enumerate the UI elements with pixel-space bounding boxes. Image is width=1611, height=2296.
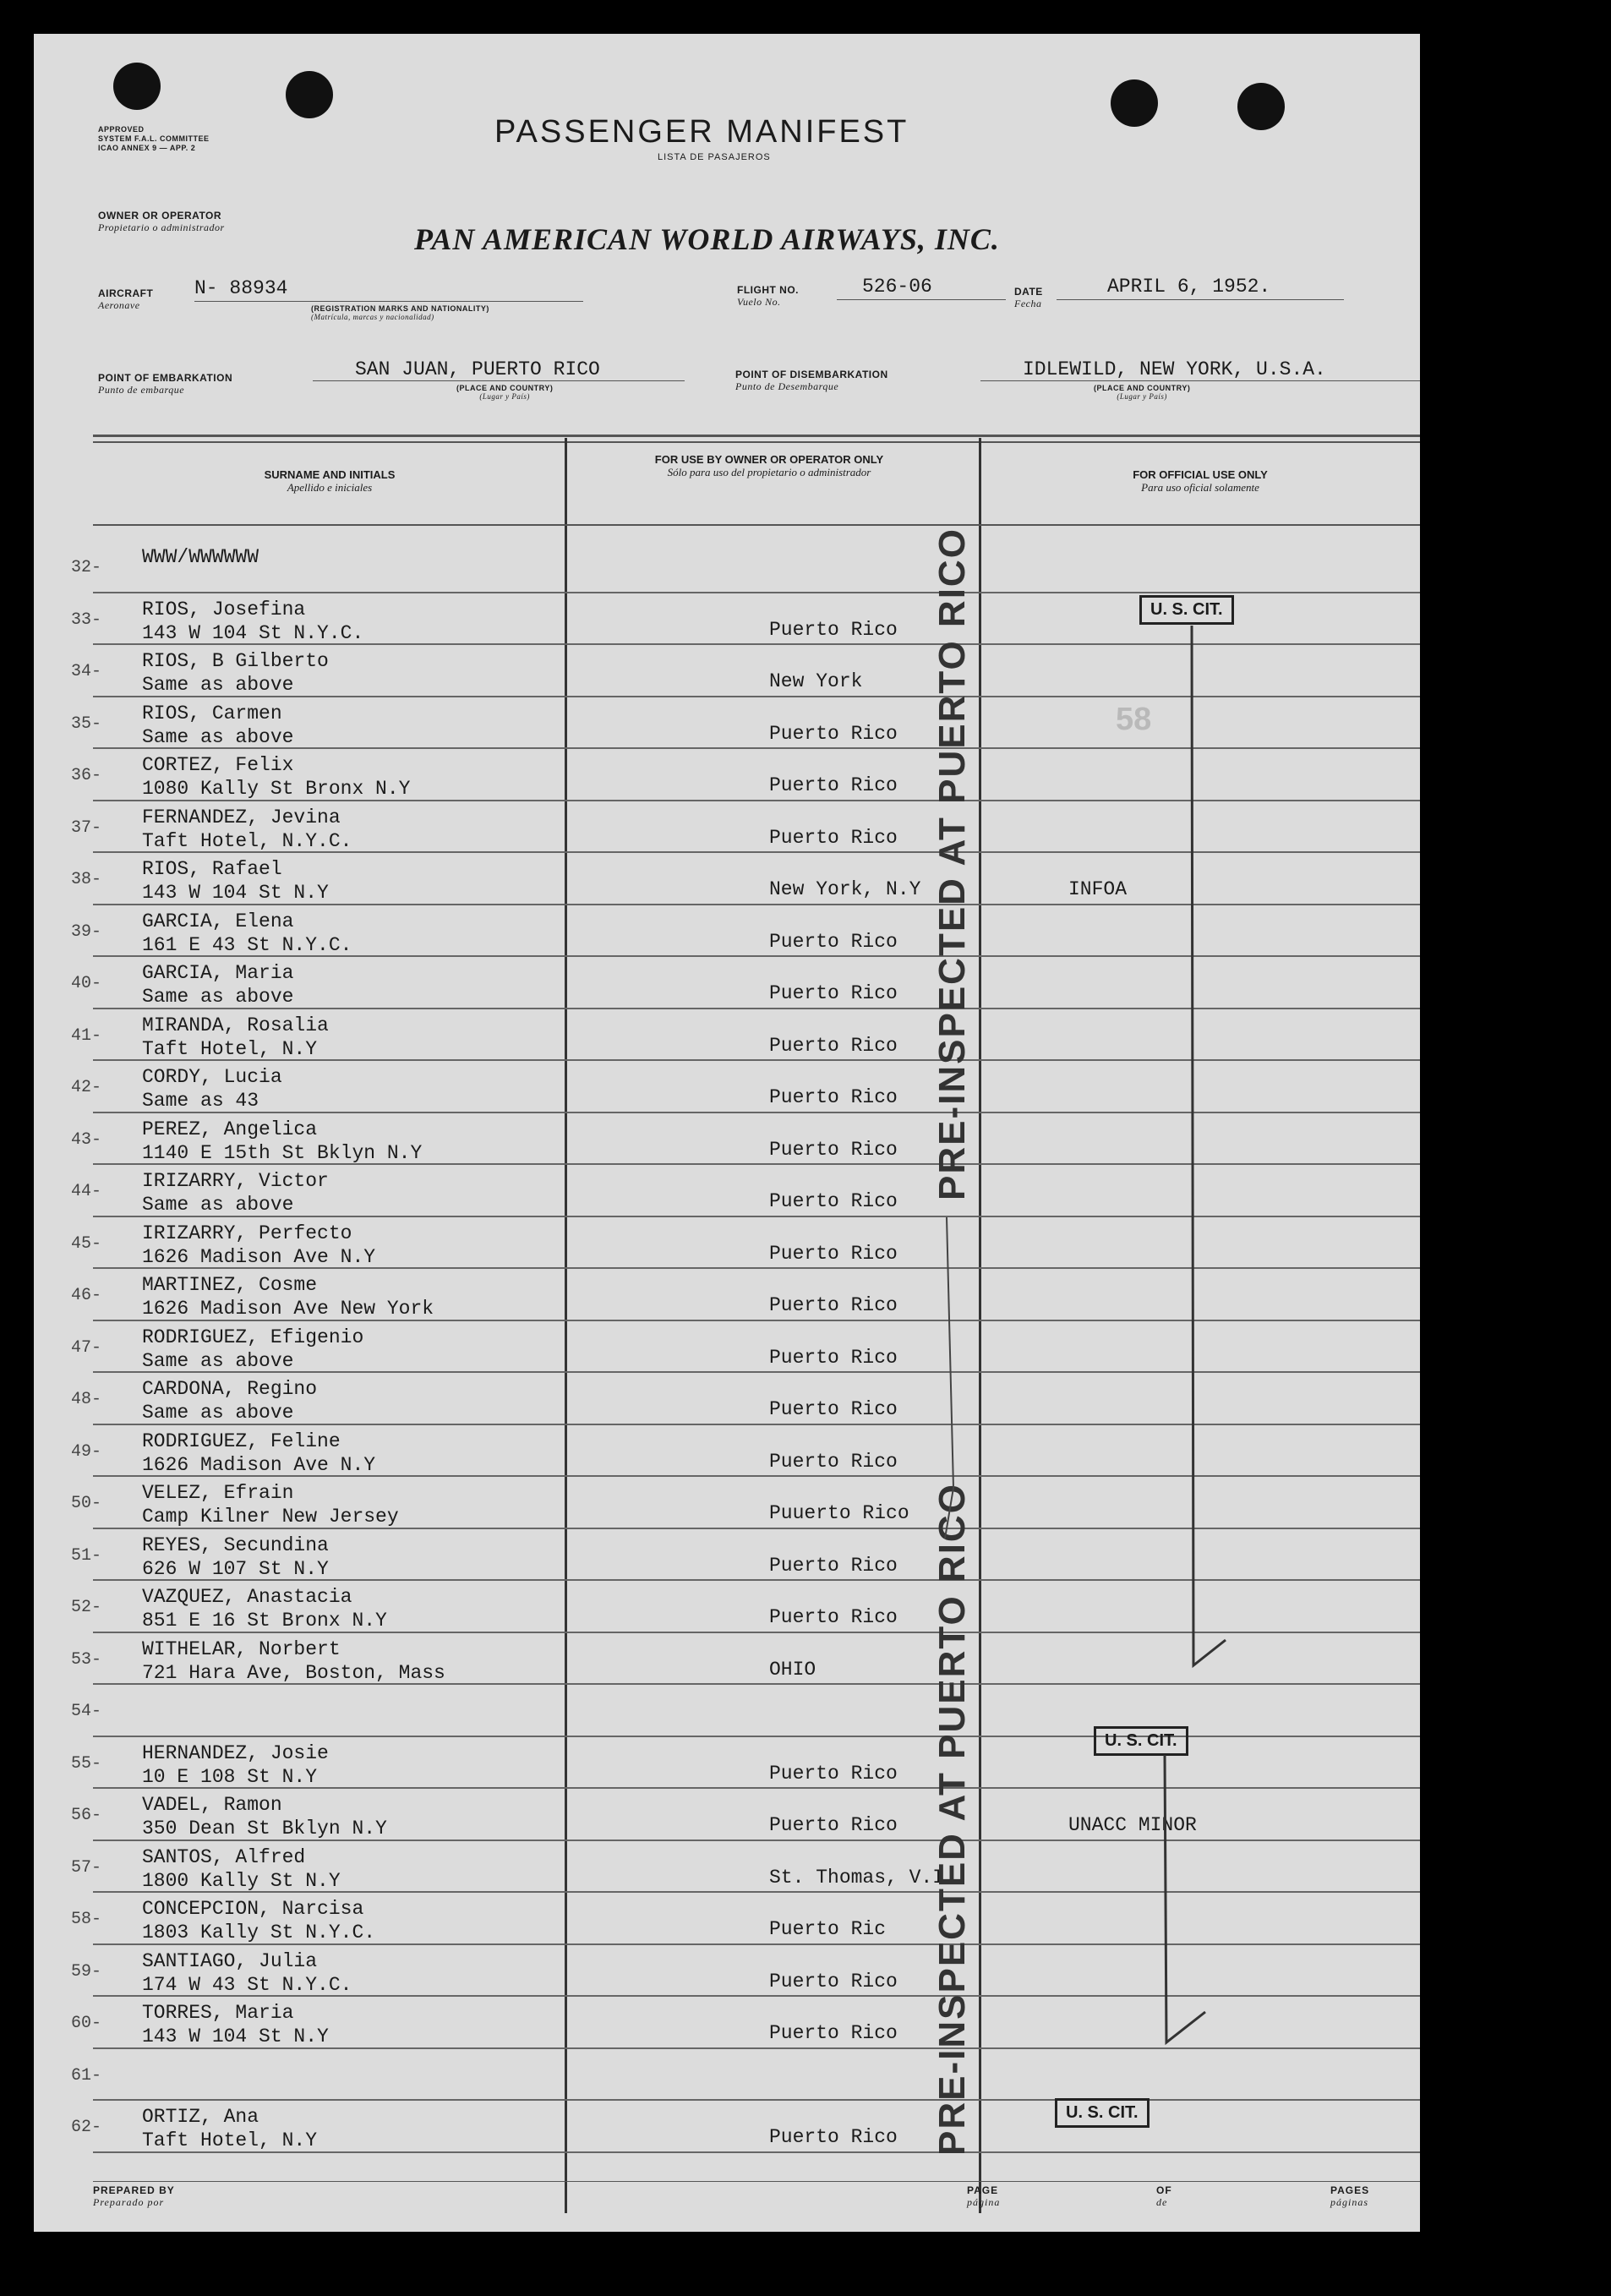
passenger-name: VAZQUEZ, Anastacia (142, 1586, 352, 1608)
passenger-address: Same as above (142, 986, 294, 1008)
passenger-name: RIOS, B Gilberto (142, 650, 329, 672)
passenger-address: Same as above (142, 1194, 294, 1216)
passenger-origin: Puerto Rico (769, 1606, 898, 1628)
disembark-label: POINT OF DISEMBARKATION Punto de Desembarque (735, 369, 888, 392)
passenger-address: Taft Hotel, N.Y.C. (142, 829, 352, 852)
aircraft-value: N- 88934 (194, 277, 288, 299)
passenger-name: CONCEPCION, Narcisa (142, 1898, 364, 1920)
row-number: 32- (71, 558, 102, 577)
passenger-origin: Puerto Rico (769, 618, 898, 641)
passenger-origin: Puerto Rico (769, 2022, 898, 2044)
passenger-address: 851 E 16 St Bronx N.Y (142, 1610, 387, 1632)
us-cit-stamp-2: U. S. CIT. (1094, 1726, 1188, 1756)
passenger-origin: Puerto Rico (769, 1346, 898, 1369)
passenger-origin: Puerto Rico (769, 1086, 898, 1108)
passenger-address: 1626 Madison Ave N.Y (142, 1453, 376, 1476)
row-number: 46- (71, 1286, 102, 1305)
passenger-origin: Puerto Rico (769, 1450, 898, 1473)
passenger-origin: Puerto Rico (769, 722, 898, 745)
passenger-address: Taft Hotel, N.Y (142, 1037, 318, 1060)
row-number: 51- (71, 1545, 102, 1566)
passenger-name: RIOS, Josefina (142, 598, 306, 620)
preinspected-stamp-1: PRE-INSPECTED AT PUERTO RICO (931, 528, 973, 1200)
passenger-address: Same as above (142, 1349, 294, 1372)
official-note: UNACC MINOR (1068, 1814, 1197, 1836)
of-label: OF de (1156, 2184, 1172, 2208)
passenger-address: 143 W 104 St N.Y (142, 882, 329, 904)
row-number: 39- (71, 921, 102, 942)
row-number: 41- (71, 1025, 102, 1046)
passenger-name: VELEZ, Efrain (142, 1482, 294, 1504)
official-note: INFOA (1068, 878, 1128, 900)
row-number: 57- (71, 1857, 102, 1878)
passenger-origin: New York (769, 670, 863, 692)
approval-line-1: APPROVED (98, 125, 145, 134)
passenger-name: SANTOS, Alfred (142, 1845, 306, 1868)
passenger-address: 161 E 43 St N.Y.C. (142, 933, 352, 956)
row-number: 43- (71, 1129, 102, 1150)
passenger-name: RIOS, Carmen (142, 702, 282, 724)
passenger-address: Same as above (142, 725, 294, 748)
passenger-address: 143 W 104 St N.Y (142, 2025, 329, 2047)
passenger-origin: Puuerto Rico (769, 1502, 909, 1524)
passenger-name: MARTINEZ, Cosme (142, 1274, 318, 1296)
row-number: 53- (71, 1649, 102, 1670)
passenger-name: IRIZARRY, Perfecto (142, 1222, 352, 1244)
row-number: 61- (71, 2065, 102, 2086)
passenger-name: RIOS, Rafael (142, 858, 282, 880)
disembark-place-note: (PLACE AND COUNTRY) (Lugar y País) (1094, 384, 1191, 401)
passenger-name: RODRIGUEZ, Efigenio (142, 1326, 364, 1348)
check-bracket-1-path (1192, 626, 1226, 1665)
passenger-name: REYES, Secundina (142, 1533, 329, 1556)
flight-value: 526-06 (862, 276, 932, 298)
passenger-address: 350 Dean St Bklyn N.Y (142, 1818, 387, 1840)
owner-label: OWNER OR OPERATOR Propietario o administrador (98, 210, 225, 233)
passenger-origin: Puerto Rico (769, 1814, 898, 1836)
row-number: 55- (71, 1753, 102, 1774)
row-number: 33- (71, 610, 102, 630)
column-header-official: FOR OFFICIAL USE ONLY Para uso oficial solamente (1133, 468, 1268, 494)
row-number: 58- (71, 1910, 102, 1929)
column-header-operator: FOR USE BY OWNER OR OPERATOR ONLY Sólo para uso del propietario o administrador (654, 453, 884, 478)
passenger-name: ORTIZ, Ana (142, 2106, 259, 2128)
passenger-name: RODRIGUEZ, Feline (142, 1430, 341, 1452)
passenger-address: 1626 Madison Ave New York (142, 1298, 434, 1320)
flight-label: FLIGHT NO. Vuelo No. (737, 284, 799, 308)
passenger-origin: New York, N.Y (769, 878, 921, 900)
passenger-address: 626 W 107 St N.Y (142, 1557, 329, 1580)
approval-line-3: ICAO ANNEX 9 — APP. 2 (98, 144, 196, 152)
passenger-name: TORRES, Maria (142, 2002, 294, 2024)
preinspected-stamp-2: PRE-INSPECTED AT PUERTO RICO (931, 1483, 973, 2156)
passenger-address: 1140 E 15th St Bklyn N.Y (142, 1141, 423, 1164)
passenger-name: WWW/WWWWWW (142, 546, 259, 568)
row-number: 48- (71, 1390, 102, 1409)
passenger-origin: Puerto Rico (769, 1762, 898, 1785)
passenger-origin: Puerto Rico (769, 1242, 898, 1265)
row-number: 59- (71, 1961, 102, 1982)
embark-value: SAN JUAN, PUERTO RICO (355, 358, 600, 380)
row-number: 44- (71, 1182, 102, 1201)
passenger-address: 10 E 108 St N.Y (142, 1765, 318, 1788)
passenger-address: Same as above (142, 674, 294, 696)
passenger-address: Camp Kilner New Jersey (142, 1506, 399, 1528)
passenger-address: 1800 Kally St N.Y (142, 1869, 341, 1892)
row-number: 45- (71, 1233, 102, 1254)
passenger-address: 1626 Madison Ave N.Y (142, 1245, 376, 1268)
passenger-name: GARCIA, Maria (142, 962, 294, 984)
row-number: 42- (71, 1078, 102, 1097)
passenger-address: 721 Hara Ave, Boston, Mass (142, 1661, 445, 1684)
passenger-name: HERNANDEZ, Josie (142, 1741, 329, 1764)
check-bracket-1 (34, 34, 1420, 2232)
passenger-name: CORDY, Lucia (142, 1066, 282, 1088)
passenger-name: WITHELAR, Norbert (142, 1637, 341, 1660)
passenger-name: GARCIA, Elena (142, 910, 294, 932)
faint-number-mark: 58 (1116, 702, 1152, 737)
passenger-origin: Puerto Rico (769, 1970, 898, 1993)
airline-name: PAN AMERICAN WORLD AIRWAYS, INC. (414, 222, 1000, 256)
passenger-origin: OHIO (769, 1658, 816, 1681)
us-cit-stamp-1: U. S. CIT. (1139, 595, 1234, 625)
row-number: 37- (71, 817, 102, 838)
check-bracket-2-path (1165, 1755, 1205, 2042)
row-number: 54- (71, 1702, 102, 1721)
passenger-origin: Puerto Rico (769, 1190, 898, 1212)
aircraft-label: AIRCRAFT Aeronave (98, 287, 154, 311)
row-number: 40- (71, 974, 102, 993)
passenger-origin: Puerto Rico (769, 1138, 898, 1161)
prepared-by-label: PREPARED BY Preparado por (93, 2184, 175, 2208)
passenger-origin: Puerto Rico (769, 1398, 898, 1420)
aircraft-note: (REGISTRATION MARKS AND NATIONALITY) (Matrícula, marcas y nacionalidad) (311, 304, 489, 321)
passenger-origin: Puerto Ric (769, 1918, 887, 1940)
passenger-name: CORTEZ, Felix (142, 754, 294, 776)
passenger-origin: Puerto Rico (769, 2126, 898, 2148)
passenger-name: MIRANDA, Rosalia (142, 1014, 329, 1036)
row-number: 50- (71, 1494, 102, 1513)
row-number: 36- (71, 766, 102, 785)
row-number: 35- (71, 713, 102, 734)
row-number: 34- (71, 662, 102, 681)
date-label: DATE Fecha (1014, 286, 1043, 309)
passenger-origin: Puerto Rico (769, 1294, 898, 1316)
passenger-address: Same as above (142, 1402, 294, 1424)
embark-place-note: (PLACE AND COUNTRY) (Lugar y País) (456, 384, 554, 401)
disembark-value: IDLEWILD, NEW YORK, U.S.A. (1023, 358, 1326, 380)
passenger-name: IRIZARRY, Victor (142, 1170, 329, 1192)
passenger-origin: Puerto Rico (769, 930, 898, 953)
page-title: PASSENGER MANIFEST (494, 114, 909, 150)
passenger-address: 143 W 104 St N.Y.C. (142, 621, 364, 644)
row-number: 38- (71, 870, 102, 889)
check-bracket-3-path (945, 1217, 953, 1539)
row-number: 62- (71, 2118, 102, 2137)
row-number: 60- (71, 2014, 102, 2033)
passenger-name: CARDONA, Regino (142, 1378, 318, 1400)
passenger-origin: St. Thomas, V.I (769, 1866, 945, 1889)
passenger-address: 174 W 43 St N.Y.C. (142, 1973, 352, 1996)
passenger-address: Taft Hotel, N.Y (142, 2129, 318, 2151)
column-header-surname: SURNAME AND INITIALS Apellido e iniciales (264, 468, 396, 494)
date-value: APRIL 6, 1952. (1107, 276, 1271, 298)
page-subtitle: LISTA DE PASAJEROS (658, 152, 771, 162)
passenger-address: 1803 Kally St N.Y.C. (142, 1922, 376, 1943)
row-number: 52- (71, 1598, 102, 1617)
passenger-name: FERNANDEZ, Jevina (142, 806, 341, 828)
passenger-address: Same as 43 (142, 1090, 259, 1112)
passenger-name: VADEL, Ramon (142, 1794, 282, 1816)
passenger-address: 1080 Kally St Bronx N.Y (142, 778, 411, 800)
us-cit-stamp-3: U. S. CIT. (1055, 2098, 1150, 2128)
page-label: PAGE página (967, 2184, 1001, 2208)
row-number: 56- (71, 1806, 102, 1825)
approval-line-2: SYSTEM F.A.L. COMMITTEE (98, 134, 210, 143)
pages-label: PAGES páginas (1330, 2184, 1370, 2208)
passenger-origin: Puerto Rico (769, 982, 898, 1004)
passenger-origin: Puerto Rico (769, 1554, 898, 1577)
row-number: 47- (71, 1337, 102, 1358)
passenger-origin: Puerto Rico (769, 1034, 898, 1057)
row-number: 49- (71, 1441, 102, 1462)
passenger-name: SANTIAGO, Julia (142, 1949, 318, 1972)
passenger-origin: Puerto Rico (769, 774, 898, 796)
passenger-name: PEREZ, Angelica (142, 1118, 318, 1140)
passenger-origin: Puerto Rico (769, 826, 898, 849)
embark-label: POINT OF EMBARKATION Punto de embarque (98, 372, 233, 396)
manifest-document (34, 34, 1420, 2232)
